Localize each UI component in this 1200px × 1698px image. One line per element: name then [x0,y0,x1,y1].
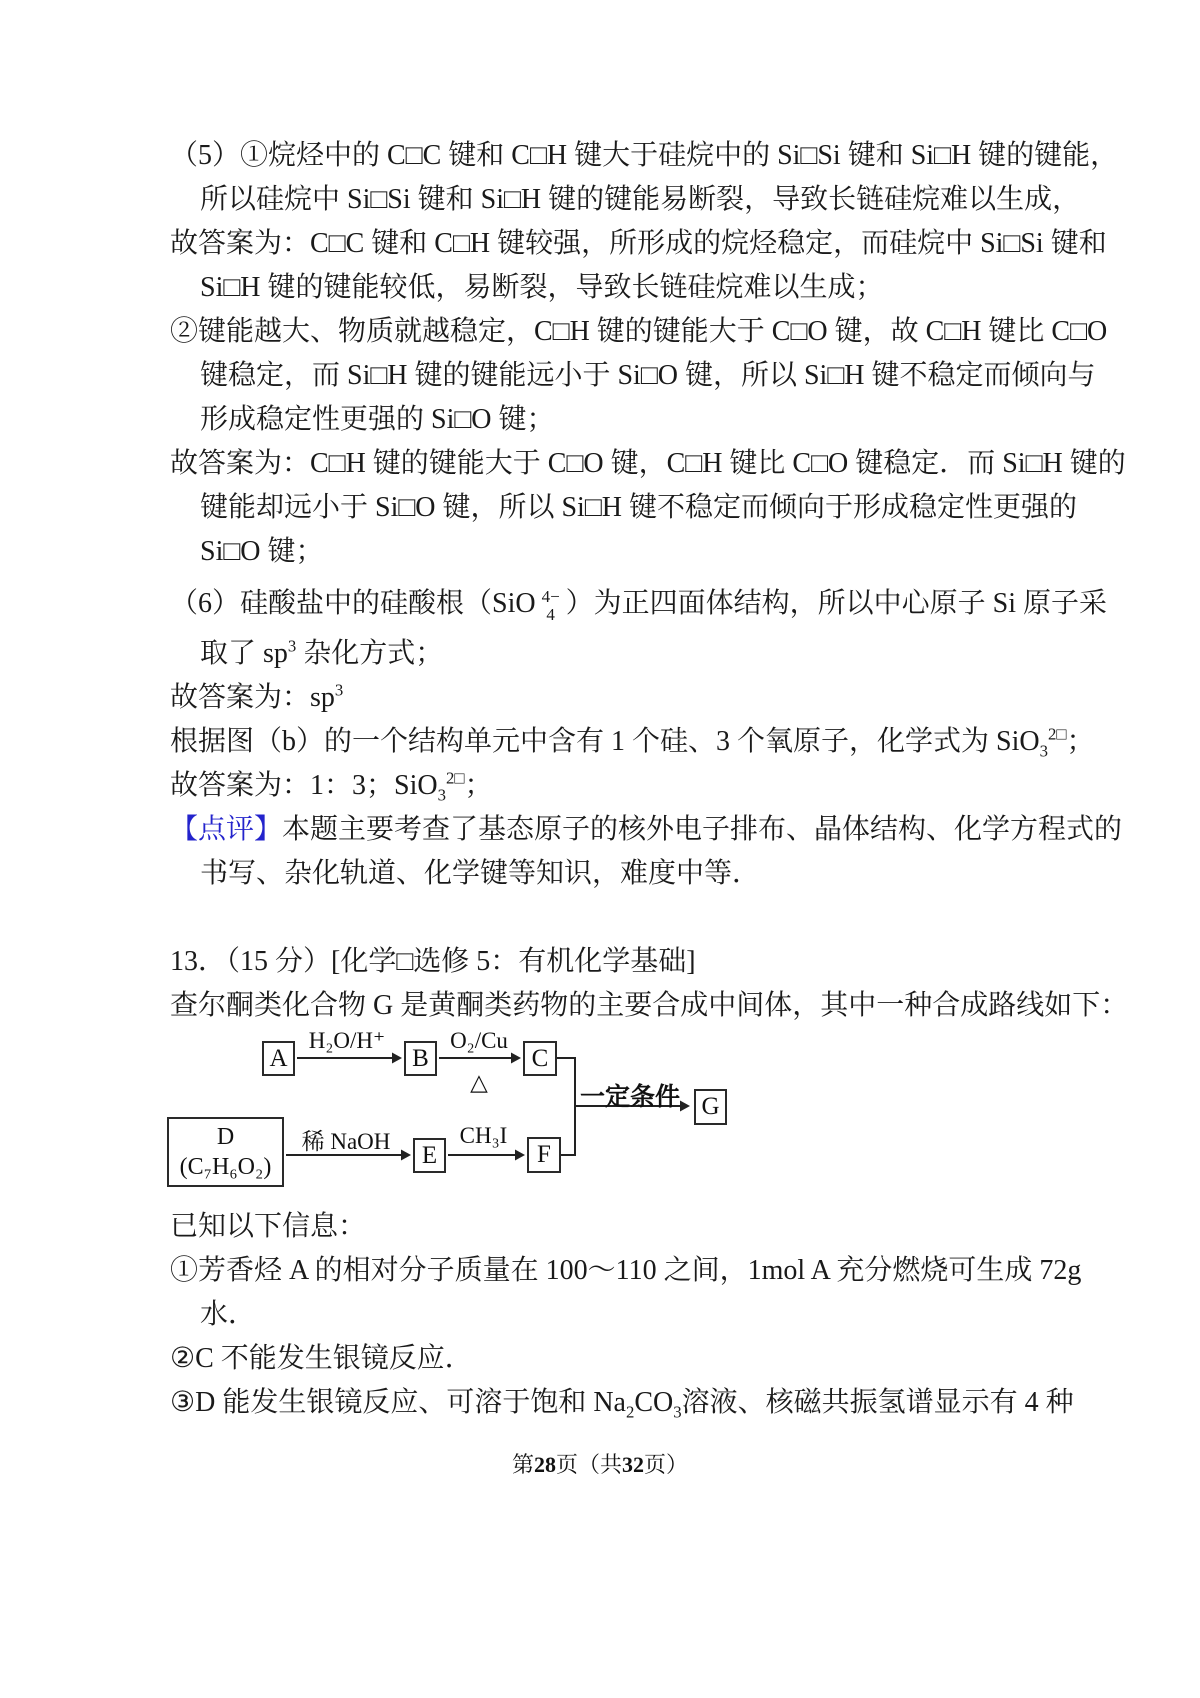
compound-box-g: G [694,1089,727,1125]
text-line: 故答案为：C□C 键和 C□H 键较强，所形成的烷烃稳定，而硅烷中 Si□Si 键和 [170,228,1107,259]
reagent-label-o2-cu: O₂/Cu [450,1028,508,1053]
text-line: 查尔酮类化合物 G 是黄酮类药物的主要合成中间体，其中一种合成路线如下： [170,990,1129,1021]
text-line: 形成稳定性更强的 Si□O 键； [200,404,555,435]
page-footer [0,1448,1200,1479]
footer-total-pages: 32 [622,1452,644,1477]
text-line: Si□O 键； [200,536,324,567]
compound-d-letter: D [216,1124,235,1150]
compound-box-a: A [262,1041,295,1076]
compound-box-d [167,1117,284,1187]
text-line: 【点评】本题主要考查了基态原子的核外电子排布、晶体结构、化学方程式的 [170,814,1123,845]
reagent-label-h2o-h: H₂O/H⁺ [308,1028,386,1053]
text-line: ③D 能发生银镜反应、可溶于饱和 $Na_2CO_3$溶液、核磁共振氢谱显示有 4 种 [170,1387,1074,1422]
reagent-label-ch3i: CH₃I [459,1123,508,1148]
text-line: 13．（15 分）[化学□选修 5：有机化学基础] [170,946,696,977]
text-line: ②C 不能发生银镜反应． [170,1343,473,1374]
text-line: 键稳定，而 Si□H 键的键能远小于 Si□O 键，所以 Si□H 键不稳定而倾向与 [200,360,1096,391]
comment-tag: 【点评】 [170,814,283,845]
condition-label: 一定条件 [579,1084,680,1111]
text-line: 故答案为：1：3；SiO$_3^{2□}$； [170,768,493,805]
text-line: 键能却远小于 Si□O 键，所以 Si□H 键不稳定而倾向于形成稳定性更强的 [200,492,1077,523]
compound-box-f: F [527,1137,561,1173]
heat-triangle-symbol: △ [470,1070,488,1095]
footer-page-number: 28 [533,1452,556,1477]
reagent-label-naoh: 稀 NaOH [301,1129,391,1154]
text-line: 所以硅烷中 Si□Si 键和 Si□H 键的键能易断裂，导致长链硅烷难以生成， [200,184,1081,215]
compound-d-formula: (C₇H₆O₂) [179,1154,272,1180]
compound-box-b: B [404,1041,437,1076]
text-line: 水． [200,1299,257,1330]
footer-mid: 页（共 [555,1452,622,1477]
footer-prefix: 第 [511,1452,534,1477]
text-line: 根据图（b）的一个结构单元中含有 1 个硅、3 个氧原子，化学式为 SiO$_3^{2□}$； [170,724,1095,761]
answer-text-block [170,134,1129,1028]
compound-box-c: C [523,1041,557,1076]
compound-box-e: E [413,1138,446,1173]
text-line: 故答案为：$sp^3$ [170,680,344,713]
text-line: （6）硅酸盐中的硅酸根（SiO 4− 4 ）为正四面体结构，所以中心原子 Si 原子采 [170,586,1108,624]
text-line: 已知以下信息： [170,1211,367,1242]
text-line: Si□H 键的键能较低，易断裂，导致长链硅烷难以生成； [200,272,884,303]
synthesis-route-diagram [160,1025,800,1200]
text-line: 故答案为：C□H 键的键能大于 C□O 键，C□H 键比 C□O 键稳定．而 Si□H 键的 [170,448,1126,479]
stacked-ion-charge: 4− 4 [541,586,560,624]
footer-suffix: 页） [644,1452,689,1477]
text-line: 书写、杂化轨道、化学键等知识，难度中等． [200,858,761,889]
text-line: 取了 $sp^3$ 杂化方式； [200,636,444,669]
text-line: （5）①烷烃中的 C□C 键和 C□H 键大于硅烷中的 Si□Si 键和 Si□H 键的键能， [170,140,1119,171]
info-text-block [170,1205,1082,1425]
text-line: ②键能越大、物质就越稳定，C□H 键的键能大于 C□O 键，故 C□H 键比 C□O [170,316,1108,347]
text-line: ①芳香烃 A 的相对分子质量在 100～110 之间，1mol A 充分燃烧可生成 72g [170,1255,1082,1286]
